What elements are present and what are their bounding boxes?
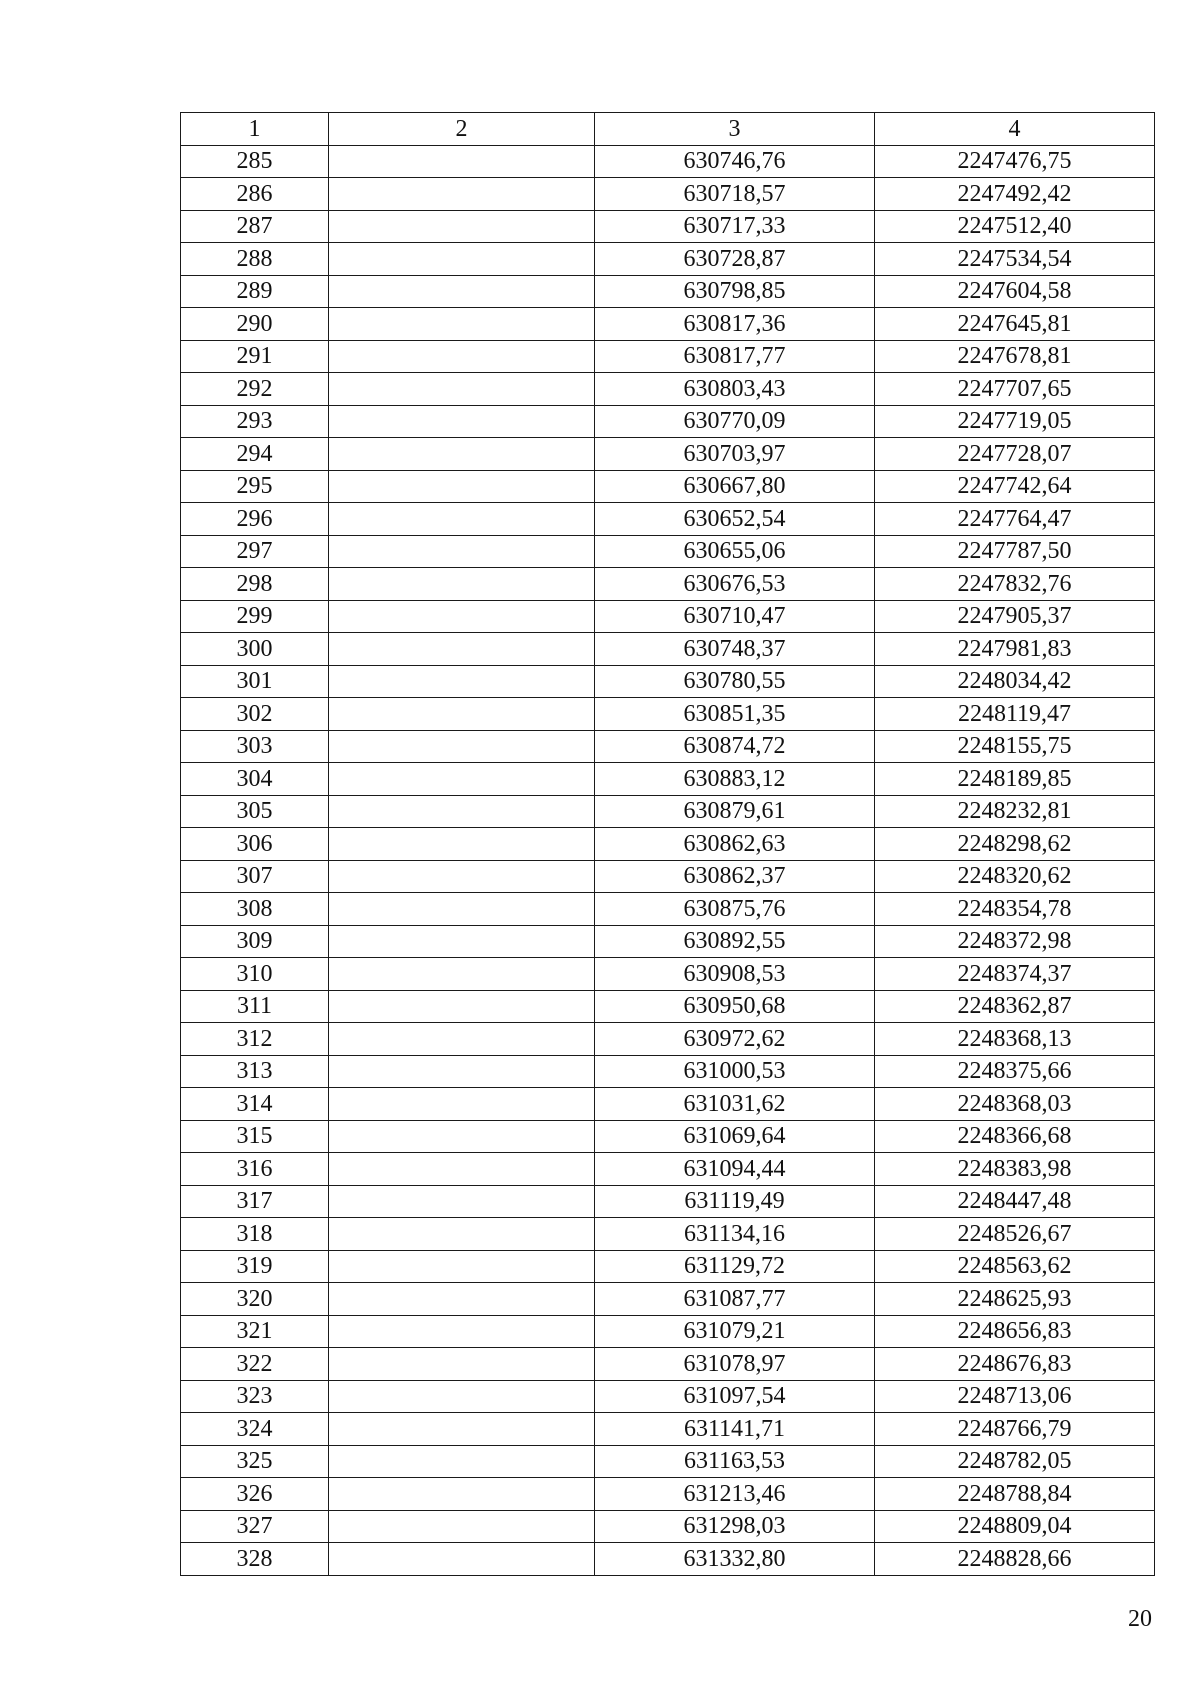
table-row xyxy=(181,990,1155,1023)
table-row xyxy=(181,1380,1155,1413)
y-coordinate-cell: 2247764,47 xyxy=(875,503,1155,536)
column-2-cell xyxy=(329,1185,595,1218)
point-number-cell: 294 xyxy=(181,438,329,471)
column-2-cell xyxy=(329,633,595,666)
table-row xyxy=(181,665,1155,698)
x-coordinate-cell: 630748,37 xyxy=(595,633,875,666)
y-coordinate-cell: 2248034,42 xyxy=(875,665,1155,698)
x-coordinate-cell: 630652,54 xyxy=(595,503,875,536)
column-2-cell xyxy=(329,373,595,406)
point-number-cell: 300 xyxy=(181,633,329,666)
x-coordinate-cell: 630883,12 xyxy=(595,763,875,796)
x-coordinate-cell: 630908,53 xyxy=(595,958,875,991)
y-coordinate-cell: 2248383,98 xyxy=(875,1153,1155,1186)
table-row xyxy=(181,1218,1155,1251)
table-row xyxy=(181,1185,1155,1218)
point-number-cell: 311 xyxy=(181,990,329,1023)
y-coordinate-cell: 2247742,64 xyxy=(875,470,1155,503)
point-number-cell: 321 xyxy=(181,1315,329,1348)
table-row xyxy=(181,405,1155,438)
column-2-cell xyxy=(329,1543,595,1576)
y-coordinate-cell: 2247604,58 xyxy=(875,275,1155,308)
column-2-cell xyxy=(329,470,595,503)
x-coordinate-cell: 631097,54 xyxy=(595,1380,875,1413)
column-2-cell xyxy=(329,1120,595,1153)
table-row xyxy=(181,503,1155,536)
point-number-cell: 305 xyxy=(181,795,329,828)
point-number-cell: 299 xyxy=(181,600,329,633)
column-2-cell xyxy=(329,1250,595,1283)
page-number: 20 xyxy=(1128,1606,1152,1632)
point-number-cell: 319 xyxy=(181,1250,329,1283)
table-row xyxy=(181,730,1155,763)
table-body xyxy=(181,145,1155,1575)
point-number-cell: 312 xyxy=(181,1023,329,1056)
column-2-cell xyxy=(329,340,595,373)
column-2-cell xyxy=(329,730,595,763)
table-row xyxy=(181,1250,1155,1283)
table-row xyxy=(181,243,1155,276)
point-number-cell: 324 xyxy=(181,1413,329,1446)
column-2-cell xyxy=(329,893,595,926)
column-2-cell xyxy=(329,1283,595,1316)
header-cell-2: 2 xyxy=(329,113,595,146)
point-number-cell: 292 xyxy=(181,373,329,406)
x-coordinate-cell: 630879,61 xyxy=(595,795,875,828)
x-coordinate-cell: 631094,44 xyxy=(595,1153,875,1186)
x-coordinate-cell: 630950,68 xyxy=(595,990,875,1023)
y-coordinate-cell: 2248676,83 xyxy=(875,1348,1155,1381)
y-coordinate-cell: 2248374,37 xyxy=(875,958,1155,991)
y-coordinate-cell: 2248232,81 xyxy=(875,795,1155,828)
table-row xyxy=(181,893,1155,926)
table-row xyxy=(181,1478,1155,1511)
y-coordinate-cell: 2247787,50 xyxy=(875,535,1155,568)
point-number-cell: 318 xyxy=(181,1218,329,1251)
table-row xyxy=(181,698,1155,731)
table-row xyxy=(181,1023,1155,1056)
table-row xyxy=(181,145,1155,178)
table-row xyxy=(181,178,1155,211)
y-coordinate-cell: 2248320,62 xyxy=(875,860,1155,893)
point-number-cell: 290 xyxy=(181,308,329,341)
header-cell-3: 3 xyxy=(595,113,875,146)
column-2-cell xyxy=(329,210,595,243)
x-coordinate-cell: 631078,97 xyxy=(595,1348,875,1381)
x-coordinate-cell: 630655,06 xyxy=(595,535,875,568)
x-coordinate-cell: 630875,76 xyxy=(595,893,875,926)
table-row xyxy=(181,763,1155,796)
column-2-cell xyxy=(329,1315,595,1348)
column-2-cell xyxy=(329,600,595,633)
column-2-cell xyxy=(329,990,595,1023)
point-number-cell: 308 xyxy=(181,893,329,926)
y-coordinate-cell: 2248782,05 xyxy=(875,1445,1155,1478)
column-2-cell xyxy=(329,1218,595,1251)
y-coordinate-cell: 2247707,65 xyxy=(875,373,1155,406)
y-coordinate-cell: 2248713,06 xyxy=(875,1380,1155,1413)
table-row xyxy=(181,1315,1155,1348)
table-header-row xyxy=(181,113,1155,146)
column-2-cell xyxy=(329,925,595,958)
x-coordinate-cell: 631000,53 xyxy=(595,1055,875,1088)
point-number-cell: 286 xyxy=(181,178,329,211)
x-coordinate-cell: 630770,09 xyxy=(595,405,875,438)
x-coordinate-cell: 630780,55 xyxy=(595,665,875,698)
table-row xyxy=(181,1445,1155,1478)
y-coordinate-cell: 2248155,75 xyxy=(875,730,1155,763)
column-2-cell xyxy=(329,275,595,308)
table-row xyxy=(181,828,1155,861)
column-2-cell xyxy=(329,1088,595,1121)
x-coordinate-cell: 630803,43 xyxy=(595,373,875,406)
table-row xyxy=(181,210,1155,243)
x-coordinate-cell: 630851,35 xyxy=(595,698,875,731)
y-coordinate-cell: 2247534,54 xyxy=(875,243,1155,276)
point-number-cell: 304 xyxy=(181,763,329,796)
column-2-cell xyxy=(329,405,595,438)
x-coordinate-cell: 631119,49 xyxy=(595,1185,875,1218)
table-row xyxy=(181,1283,1155,1316)
table-row xyxy=(181,860,1155,893)
x-coordinate-cell: 630817,77 xyxy=(595,340,875,373)
column-2-cell xyxy=(329,1413,595,1446)
point-number-cell: 323 xyxy=(181,1380,329,1413)
x-coordinate-cell: 630798,85 xyxy=(595,275,875,308)
x-coordinate-cell: 631134,16 xyxy=(595,1218,875,1251)
table-row xyxy=(181,1088,1155,1121)
y-coordinate-cell: 2248447,48 xyxy=(875,1185,1155,1218)
point-number-cell: 316 xyxy=(181,1153,329,1186)
x-coordinate-cell: 630717,33 xyxy=(595,210,875,243)
table-row xyxy=(181,1153,1155,1186)
point-number-cell: 320 xyxy=(181,1283,329,1316)
y-coordinate-cell: 2248362,87 xyxy=(875,990,1155,1023)
x-coordinate-cell: 630817,36 xyxy=(595,308,875,341)
column-2-cell xyxy=(329,1153,595,1186)
point-number-cell: 296 xyxy=(181,503,329,536)
table-row xyxy=(181,438,1155,471)
y-coordinate-cell: 2248368,13 xyxy=(875,1023,1155,1056)
y-coordinate-cell: 2248788,84 xyxy=(875,1478,1155,1511)
table-row xyxy=(181,340,1155,373)
y-coordinate-cell: 2247476,75 xyxy=(875,145,1155,178)
point-number-cell: 298 xyxy=(181,568,329,601)
column-2-cell xyxy=(329,145,595,178)
column-2-cell xyxy=(329,308,595,341)
y-coordinate-cell: 2248189,85 xyxy=(875,763,1155,796)
table-row xyxy=(181,308,1155,341)
y-coordinate-cell: 2247719,05 xyxy=(875,405,1155,438)
table-row xyxy=(181,958,1155,991)
y-coordinate-cell: 2248372,98 xyxy=(875,925,1155,958)
column-2-cell xyxy=(329,763,595,796)
x-coordinate-cell: 630728,87 xyxy=(595,243,875,276)
x-coordinate-cell: 630972,62 xyxy=(595,1023,875,1056)
point-number-cell: 315 xyxy=(181,1120,329,1153)
y-coordinate-cell: 2248354,78 xyxy=(875,893,1155,926)
y-coordinate-cell: 2247678,81 xyxy=(875,340,1155,373)
x-coordinate-cell: 630874,72 xyxy=(595,730,875,763)
x-coordinate-cell: 630718,57 xyxy=(595,178,875,211)
x-coordinate-cell: 631213,46 xyxy=(595,1478,875,1511)
header-cell-1: 1 xyxy=(181,113,329,146)
point-number-cell: 306 xyxy=(181,828,329,861)
column-2-cell xyxy=(329,503,595,536)
x-coordinate-cell: 631079,21 xyxy=(595,1315,875,1348)
point-number-cell: 287 xyxy=(181,210,329,243)
point-number-cell: 297 xyxy=(181,535,329,568)
point-number-cell: 307 xyxy=(181,860,329,893)
table-row xyxy=(181,373,1155,406)
table-row xyxy=(181,1413,1155,1446)
column-2-cell xyxy=(329,535,595,568)
column-2-cell xyxy=(329,828,595,861)
x-coordinate-cell: 631163,53 xyxy=(595,1445,875,1478)
column-2-cell xyxy=(329,860,595,893)
point-number-cell: 325 xyxy=(181,1445,329,1478)
column-2-cell xyxy=(329,568,595,601)
table-row xyxy=(181,1120,1155,1153)
y-coordinate-cell: 2248809,04 xyxy=(875,1510,1155,1543)
table-row xyxy=(181,1543,1155,1576)
x-coordinate-cell: 630746,76 xyxy=(595,145,875,178)
point-number-cell: 313 xyxy=(181,1055,329,1088)
point-number-cell: 288 xyxy=(181,243,329,276)
y-coordinate-cell: 2248368,03 xyxy=(875,1088,1155,1121)
column-2-cell xyxy=(329,795,595,828)
y-coordinate-cell: 2248119,47 xyxy=(875,698,1155,731)
x-coordinate-cell: 630676,53 xyxy=(595,568,875,601)
coordinates-table xyxy=(180,112,1155,1576)
y-coordinate-cell: 2248298,62 xyxy=(875,828,1155,861)
point-number-cell: 314 xyxy=(181,1088,329,1121)
table-row xyxy=(181,1348,1155,1381)
y-coordinate-cell: 2248366,68 xyxy=(875,1120,1155,1153)
point-number-cell: 301 xyxy=(181,665,329,698)
x-coordinate-cell: 631031,62 xyxy=(595,1088,875,1121)
x-coordinate-cell: 630862,63 xyxy=(595,828,875,861)
column-2-cell xyxy=(329,1348,595,1381)
y-coordinate-cell: 2248563,62 xyxy=(875,1250,1155,1283)
table-row xyxy=(181,1510,1155,1543)
table-row xyxy=(181,633,1155,666)
y-coordinate-cell: 2248766,79 xyxy=(875,1413,1155,1446)
column-2-cell xyxy=(329,1510,595,1543)
x-coordinate-cell: 630892,55 xyxy=(595,925,875,958)
point-number-cell: 317 xyxy=(181,1185,329,1218)
column-2-cell xyxy=(329,178,595,211)
column-2-cell xyxy=(329,1380,595,1413)
point-number-cell: 295 xyxy=(181,470,329,503)
table-row xyxy=(181,535,1155,568)
y-coordinate-cell: 2247832,76 xyxy=(875,568,1155,601)
point-number-cell: 303 xyxy=(181,730,329,763)
point-number-cell: 291 xyxy=(181,340,329,373)
y-coordinate-cell: 2248656,83 xyxy=(875,1315,1155,1348)
point-number-cell: 293 xyxy=(181,405,329,438)
x-coordinate-cell: 631141,71 xyxy=(595,1413,875,1446)
y-coordinate-cell: 2247645,81 xyxy=(875,308,1155,341)
x-coordinate-cell: 631298,03 xyxy=(595,1510,875,1543)
column-2-cell xyxy=(329,665,595,698)
y-coordinate-cell: 2248625,93 xyxy=(875,1283,1155,1316)
x-coordinate-cell: 630710,47 xyxy=(595,600,875,633)
point-number-cell: 289 xyxy=(181,275,329,308)
column-2-cell xyxy=(329,1023,595,1056)
table-row xyxy=(181,795,1155,828)
x-coordinate-cell: 631129,72 xyxy=(595,1250,875,1283)
point-number-cell: 309 xyxy=(181,925,329,958)
header-cell-4: 4 xyxy=(875,113,1155,146)
table-row xyxy=(181,1055,1155,1088)
table-row xyxy=(181,275,1155,308)
column-2-cell xyxy=(329,698,595,731)
table-row xyxy=(181,568,1155,601)
column-2-cell xyxy=(329,1445,595,1478)
y-coordinate-cell: 2247981,83 xyxy=(875,633,1155,666)
y-coordinate-cell: 2248375,66 xyxy=(875,1055,1155,1088)
x-coordinate-cell: 630703,97 xyxy=(595,438,875,471)
y-coordinate-cell: 2247512,40 xyxy=(875,210,1155,243)
x-coordinate-cell: 631087,77 xyxy=(595,1283,875,1316)
y-coordinate-cell: 2247492,42 xyxy=(875,178,1155,211)
y-coordinate-cell: 2247728,07 xyxy=(875,438,1155,471)
x-coordinate-cell: 630862,37 xyxy=(595,860,875,893)
column-2-cell xyxy=(329,1478,595,1511)
column-2-cell xyxy=(329,958,595,991)
table-row xyxy=(181,925,1155,958)
x-coordinate-cell: 631332,80 xyxy=(595,1543,875,1576)
table-row xyxy=(181,600,1155,633)
point-number-cell: 302 xyxy=(181,698,329,731)
point-number-cell: 322 xyxy=(181,1348,329,1381)
point-number-cell: 327 xyxy=(181,1510,329,1543)
y-coordinate-cell: 2248828,66 xyxy=(875,1543,1155,1576)
table-row xyxy=(181,470,1155,503)
y-coordinate-cell: 2247905,37 xyxy=(875,600,1155,633)
point-number-cell: 310 xyxy=(181,958,329,991)
point-number-cell: 285 xyxy=(181,145,329,178)
x-coordinate-cell: 630667,80 xyxy=(595,470,875,503)
column-2-cell xyxy=(329,243,595,276)
y-coordinate-cell: 2248526,67 xyxy=(875,1218,1155,1251)
column-2-cell xyxy=(329,1055,595,1088)
column-2-cell xyxy=(329,438,595,471)
point-number-cell: 328 xyxy=(181,1543,329,1576)
x-coordinate-cell: 631069,64 xyxy=(595,1120,875,1153)
point-number-cell: 326 xyxy=(181,1478,329,1511)
